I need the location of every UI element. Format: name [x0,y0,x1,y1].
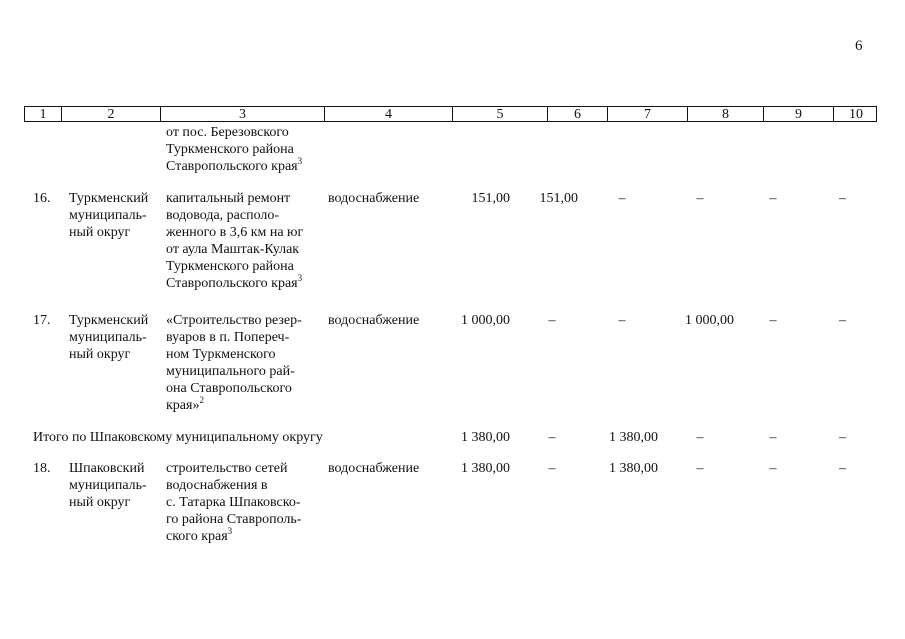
name-line: ный округ [69,495,131,510]
value-col-10: – [839,191,846,206]
value-col-8: 1 000,00 [685,313,734,328]
value-col-8: – [696,191,704,206]
desc-line: Туркменского района [166,142,294,157]
page-number: 6 [855,38,863,54]
desc-line: капитальный ремонт [166,191,291,206]
total-col-6: – [548,430,556,445]
row-number: 18. [33,461,51,476]
value-col-6: 151,00 [539,191,578,206]
value-col-9: – [769,191,777,206]
desc-line: ном Туркменского [166,347,276,362]
desc-line: от аула Маштак-Кулак [166,242,300,257]
name-line: Туркменский [69,313,149,328]
desc-line: женного в 3,6 км на юг [166,225,304,240]
total-col-10: – [839,430,846,445]
desc-line: водоснабжения в [166,478,268,493]
desc-line: с. Татарка Шпаковско- [166,495,301,510]
value-col-7: – [618,313,626,328]
footnote-mark: 3 [297,273,303,283]
footnote-mark: 3 [227,526,233,536]
name-line: Туркменский [69,191,149,206]
value-col-6: – [548,461,556,476]
name-line: муниципаль- [69,478,147,493]
value-col-10: – [839,461,846,476]
total-col-7: 1 380,00 [609,430,658,445]
header-col-9: 9 [763,107,833,122]
desc-line: Туркменского района [166,259,294,274]
activity-type: водоснабжение [328,191,420,206]
desc-line: ского края$^3$ [166,526,233,544]
desc-line: строительство сетей [166,461,288,476]
row-number: 16. [33,191,51,206]
project-description [166,460,318,545]
municipality-name [69,312,161,363]
activity-type: водоснабжение [328,461,420,476]
municipality-name [69,190,161,241]
continuation-project-description [166,124,318,175]
value-col-5: 151,00 [471,191,510,206]
header-col-2: 2 [61,107,160,122]
total-col-9: – [769,430,777,445]
desc-line: муниципального рай- [166,364,295,379]
desc-line: она Ставропольского [166,381,292,396]
value-col-9: – [769,313,777,328]
value-col-10: – [839,313,846,328]
footnote-mark: 3 [297,156,303,166]
header-col-10: 10 [833,107,878,122]
value-col-9: – [769,461,777,476]
total-col-8: – [696,430,704,445]
footnote-mark: 2 [199,395,204,405]
name-line: муниципаль- [69,330,147,345]
desc-line: водовода, располо- [166,208,280,223]
name-line: ный округ [69,225,131,240]
column-number-header-row [24,106,877,122]
municipality-name [69,460,161,511]
desc-line: вуаров в п. Попереч- [166,330,290,345]
name-line: Шпаковский [69,461,145,476]
value-col-6: – [548,313,556,328]
header-col-8: 8 [687,107,763,122]
desc-line: «Строительство резер- [166,313,302,328]
header-col-6: 6 [547,107,607,122]
desc-line: го района Ставрополь- [166,512,302,527]
row-number: 17. [33,313,51,328]
total-label: Итого по Шпаковскому муниципальному округу [33,430,323,445]
header-col-1: 1 [39,107,47,122]
project-description [166,312,318,414]
desc-line: края»$^2$ [166,395,204,413]
value-col-8: – [696,461,704,476]
total-col-5: 1 380,00 [461,430,510,445]
header-col-4: 4 [324,107,452,122]
desc-line: Ставропольского края$^3$ [166,273,303,291]
header-col-5: 5 [452,107,547,122]
header-col-3: 3 [160,107,324,122]
value-col-5: 1 000,00 [461,313,510,328]
name-line: муниципаль- [69,208,147,223]
header-col-7: 7 [607,107,687,122]
value-col-5: 1 380,00 [461,461,510,476]
project-description [166,190,318,292]
desc-line: от пос. Березовского [166,125,289,140]
value-col-7: 1 380,00 [609,461,658,476]
name-line: ный округ [69,347,131,362]
desc-line: Ставропольского края$^3$ [166,156,303,174]
value-col-7: – [618,191,626,206]
activity-type: водоснабжение [328,313,420,328]
